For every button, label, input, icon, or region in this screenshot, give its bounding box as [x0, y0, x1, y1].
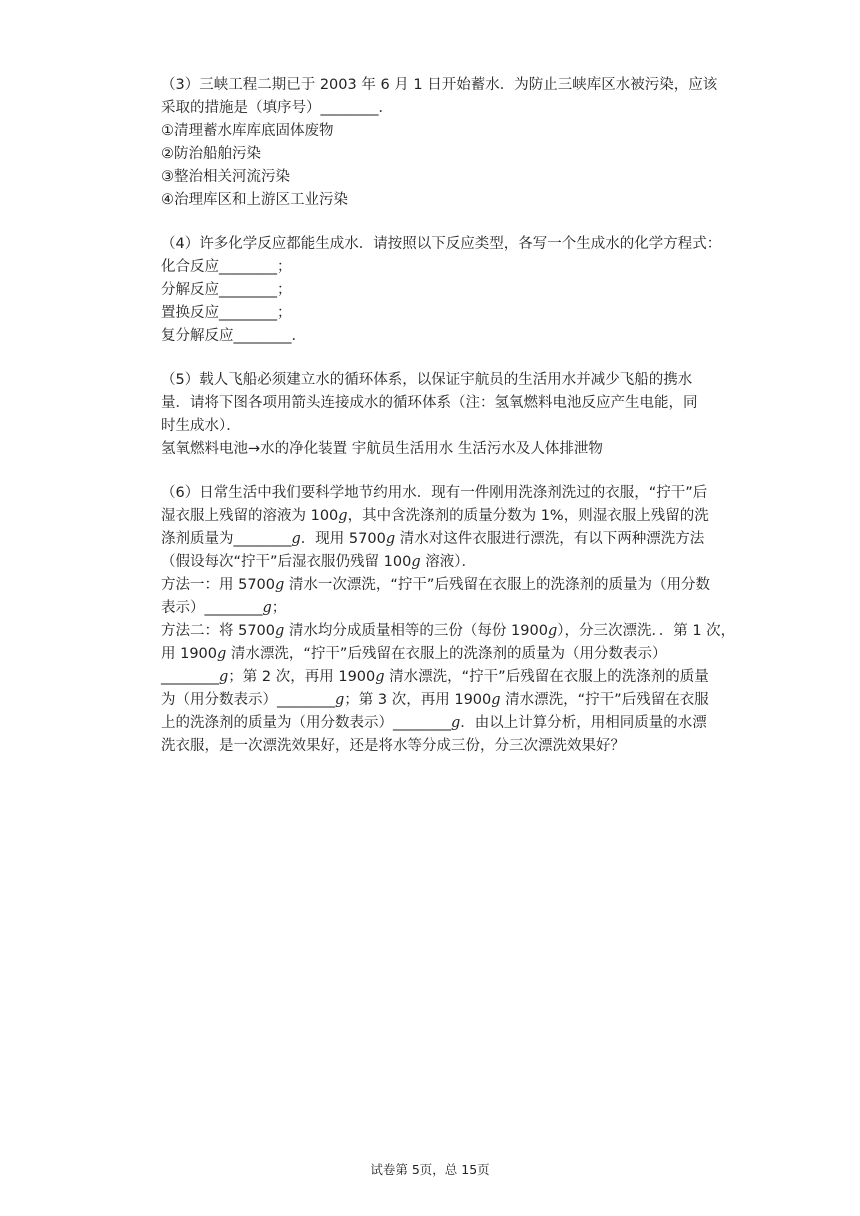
unit-g: g — [547, 623, 558, 639]
q6-line-2: 湿衣服上残留的溶液为 100g，其中含洗涤剂的质量分数为 1%，则湿衣服上残留的洗 — [161, 508, 709, 524]
q6-method-2-line-2: 用 1900g 清水漂洗，“拧干”后残留在衣服上的洗涤剂的质量为（用分数表示） — [161, 646, 667, 662]
question-4 — [161, 233, 751, 348]
unit-g: g — [275, 577, 285, 593]
unit-g: g — [335, 692, 345, 708]
unit-g: g — [385, 531, 396, 547]
unit-g: g — [491, 692, 501, 708]
q4-item-double-decomposition: 复分解反应________． — [161, 328, 306, 344]
q5-cycle-items: 氢氧燃料电池→水的净化装置 宇航员生活用水 生活污水及人体排泄物 — [161, 441, 603, 457]
q6-method-2-line-5: 上的洗涤剂的质量为（用分数表示）________g．由以上计算分析，用相同质量的水漂 — [161, 715, 707, 731]
unit-g: g — [411, 554, 421, 570]
question-5 — [161, 369, 751, 461]
question-3 — [161, 74, 751, 212]
page-footer: 试卷第 5页，总 15页 — [370, 1162, 490, 1177]
q6-method-2-line-3: ________g；第 2 次，再用 1900g 清水漂洗，“拧干”后残留在衣服上的洗涤剂的质量 — [161, 669, 709, 685]
q6-line-1: （6）日常生活中我们要科学地节约用水．现有一件刚用洗涤剂洗过的衣服，“拧干”后 — [161, 485, 708, 501]
unit-g: g — [338, 508, 348, 524]
q4-item-combination: 化合反应________； — [161, 259, 292, 275]
question-6 — [161, 482, 751, 758]
unit-g: g — [262, 600, 272, 616]
q3-option-1: ①清理蓄水库库底固体废物 — [161, 123, 334, 139]
q3-option-2: ②防治船舶污染 — [161, 146, 261, 162]
q4-item-displacement: 置换反应________； — [161, 305, 292, 321]
q6-method-2-line-1: 方法二：将 5700g 清水均分成质量相等的三份（每份 1900g），分三次漂洗．．第 1 次， — [161, 623, 736, 639]
q6-method-1-line-2: 表示）________g； — [161, 600, 287, 616]
unit-g: g — [375, 669, 385, 685]
q6-method-1-line-1: 方法一：用 5700g 清水一次漂洗，“拧干”后残留在衣服上的洗涤剂的质量为（用分数 — [161, 577, 710, 593]
unit-g: g — [275, 623, 285, 639]
unit-g: g — [217, 646, 227, 662]
page-content — [161, 74, 751, 758]
q6-line-4: （假设每次“拧干”后湿衣服仍残留 100g 溶液）． — [161, 554, 476, 570]
q5-line-2: 量．请将下图各项用箭头连接成水的循环体系（注：氢氧燃料电池反应产生电能，同 — [161, 395, 698, 411]
q6-line-3: 涤剂质量为________g．现用 5700g 清水对这件衣服进行漂洗，有以下两种漂洗方法 — [161, 531, 705, 547]
q3-line-1: （3）三峡工程二期已于 2003 年 6 月 1 日开始蓄水．为防止三峡库区水被污染，应该 — [161, 77, 718, 93]
q5-line-3: 时生成水）． — [161, 418, 241, 434]
q3-option-4: ④治理库区和上游区工业污染 — [161, 192, 348, 208]
q6-method-2-line-4: 为（用分数表示）________g；第 3 次，再用 1900g 清水漂洗，“拧干”后残留在衣服 — [161, 692, 709, 708]
q3-line-2: 采取的措施是（填序号）________． — [161, 100, 393, 116]
q6-conclusion: 洗衣服，是一次漂洗效果好，还是将水等分成三份，分三次漂洗效果好？ — [161, 738, 625, 754]
q4-intro: （4）许多化学反应都能生成水．请按照以下反应类型，各写一个生成水的化学方程式： — [161, 236, 722, 252]
q4-item-decomposition: 分解反应________； — [161, 282, 292, 298]
unit-g: g — [451, 715, 461, 731]
q3-option-3: ③整治相关河流污染 — [161, 169, 290, 185]
unit-g: g — [219, 669, 229, 685]
unit-g: g — [291, 531, 301, 547]
q5-line-1: （5）载人飞船必须建立水的循环体系，以保证宇航员的生活用水并减少飞船的携水 — [161, 372, 693, 388]
